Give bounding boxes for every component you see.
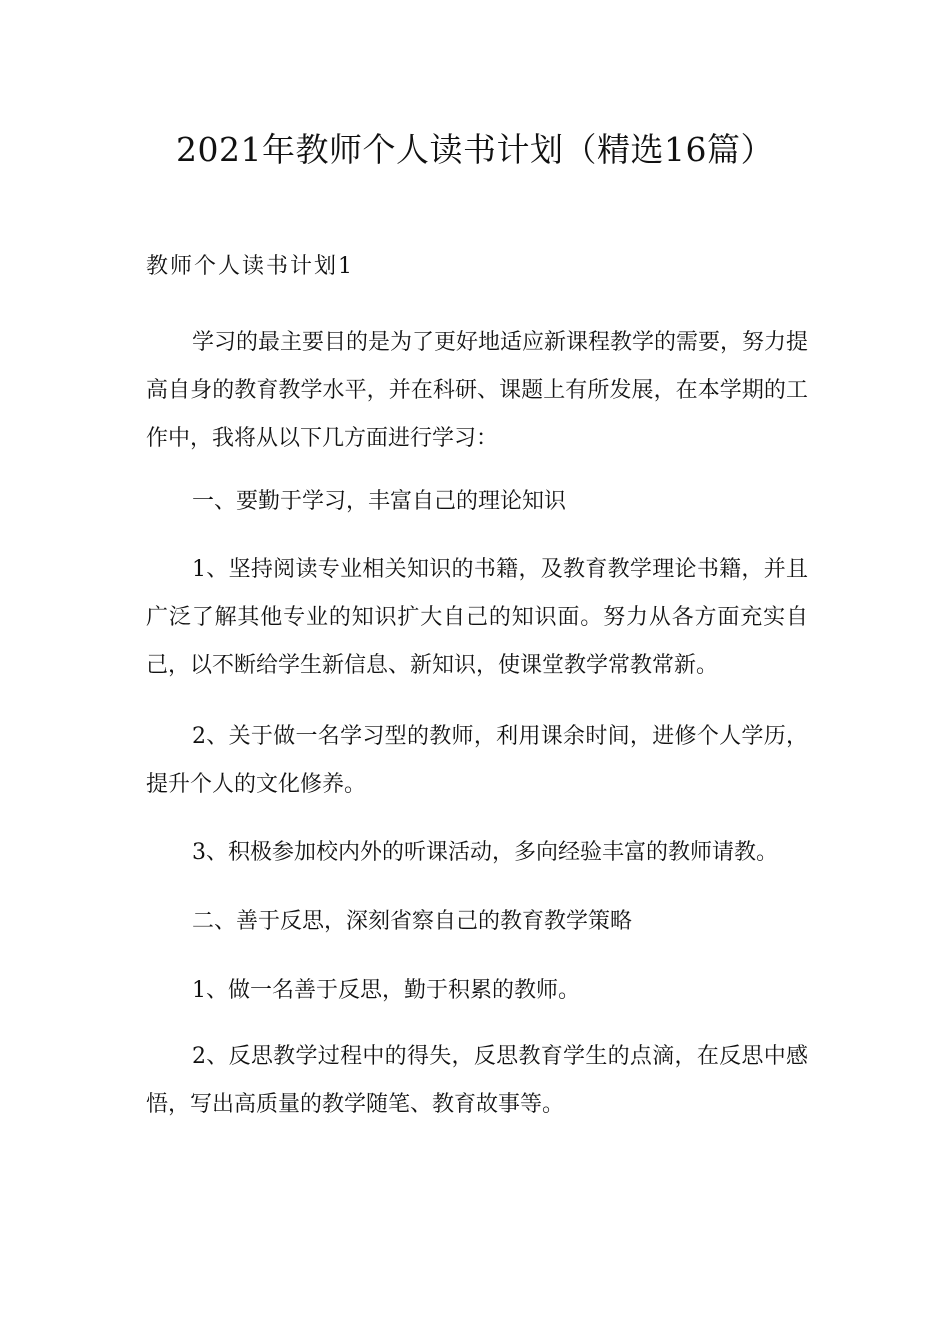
- document-title: 2021年教师个人读书计划（精选16篇）: [176, 130, 774, 169]
- paragraph-point-one-item-3: 3、积极参加校内外的听课活动，多向经验丰富的教师请教。: [192, 840, 778, 865]
- paragraph-point-two-item-2: 2、反思教学过程中的得失，反思教育学生的点滴，在反思中感悟，写出高质量的教学随笔、教育故事等。: [146, 1044, 808, 1117]
- paragraph-intro: 学习的最主要目的是为了更好地适应新课程教学的需要，努力提高自身的教育教学水平，并在科研、课题上有所发展，在本学期的工作中，我将从以下几方面进行学习：: [146, 330, 809, 451]
- paragraph-point-two-heading: 二、善于反思，深刻省察自己的教育教学策略: [192, 909, 633, 934]
- section-heading: 教师个人读书计划1: [146, 254, 354, 279]
- paragraph-point-one-item-2: 2、关于做一名学习型的教师，利用课余时间，进修个人学历，提升个人的文化修养。: [146, 724, 808, 797]
- paragraph-point-two-item-1: 1、做一名善于反思，勤于积累的教师。: [192, 978, 580, 1003]
- paragraph-point-one-heading: 一、要勤于学习，丰富自己的理论知识: [192, 489, 567, 514]
- paragraph-point-one-item-1: 1、坚持阅读专业相关知识的书籍，及教育教学理论书籍，并且广泛了解其他专业的知识扩大自己的知识面。努力从各方面充实自己，以不断给学生新信息、新知识，使课堂教学常教常新。: [146, 557, 808, 678]
